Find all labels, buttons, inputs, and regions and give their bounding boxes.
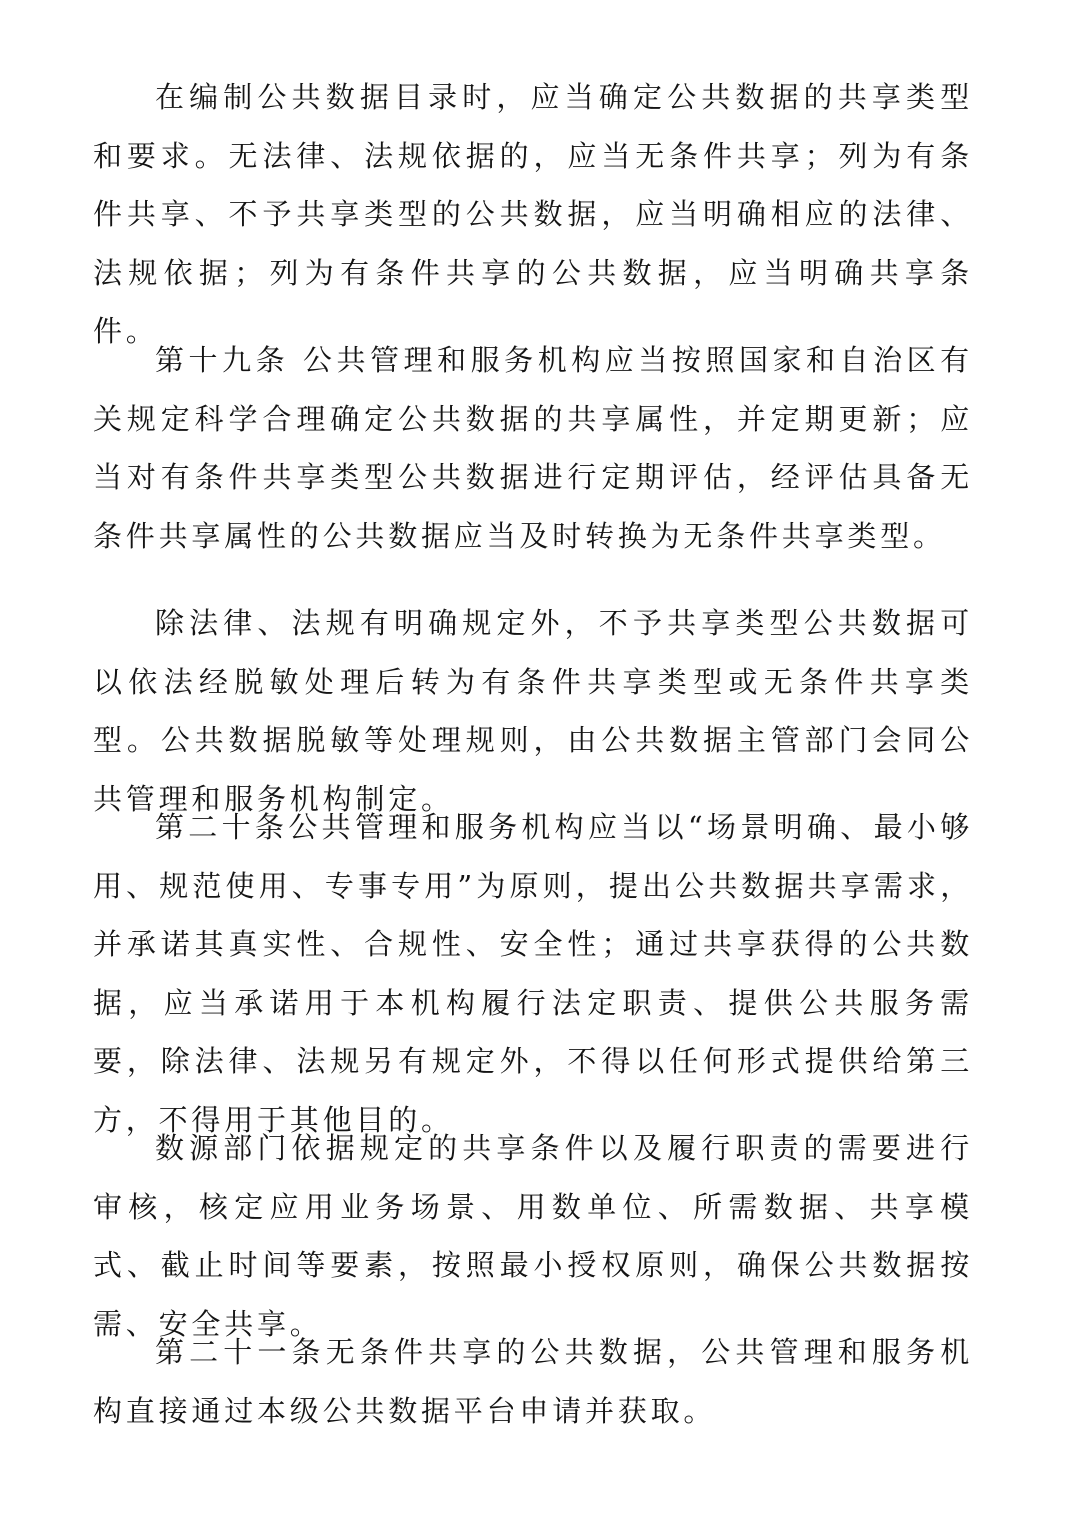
paragraph-catalog-sharing-types: 在编制公共数据目录时，应当确定公共数据的共享类型和要求。无法律、法规依据的，应当无条件共享；列为有条件共享、不予共享类型的公共数据，应当明确相应的法律、法规依据；列为有条件共享的公共数据，应当明确共享条件。: [93, 80, 973, 348]
paragraph-article-20: 第二十条公共管理和服务机构应当以“场景明确、最小够用、规范使用、专事专用”为原则，提出公共数据共享需求，并承诺其真实性、合规性、安全性；通过共享获得的公共数据，应当承诺用于本机构履行法定职责、提供公共服务需要，除法律、法规另有规定外，不得以任何形式提供给第三方，不得用于其他目的。: [93, 810, 973, 1137]
paragraph-data-source-review: 数源部门依据规定的共享条件以及履行职责的需要进行审核，核定应用业务场景、用数单位、所需数据、共享模式、截止时间等要素，按照最小授权原则，确保公共数据按需、安全共享。: [93, 1131, 973, 1341]
paragraph-article-19: 第十九条 公共管理和服务机构应当按照国家和自治区有关规定科学合理确定公共数据的共享属性，并定期更新；应当对有条件共享类型公共数据进行定期评估，经评估具备无条件共享属性的公共数据应当及时转换为无条件共享类型。: [93, 343, 973, 553]
paragraph-desensitization: 除法律、法规有明确规定外，不予共享类型公共数据可以依法经脱敏处理后转为有条件共享类型或无条件共享类型。公共数据脱敏等处理规则，由公共数据主管部门会同公共管理和服务机构制定。: [93, 606, 973, 816]
paragraph-article-21: 第二十一条无条件共享的公共数据，公共管理和服务机构直接通过本级公共数据平台申请并获取。: [93, 1335, 973, 1428]
